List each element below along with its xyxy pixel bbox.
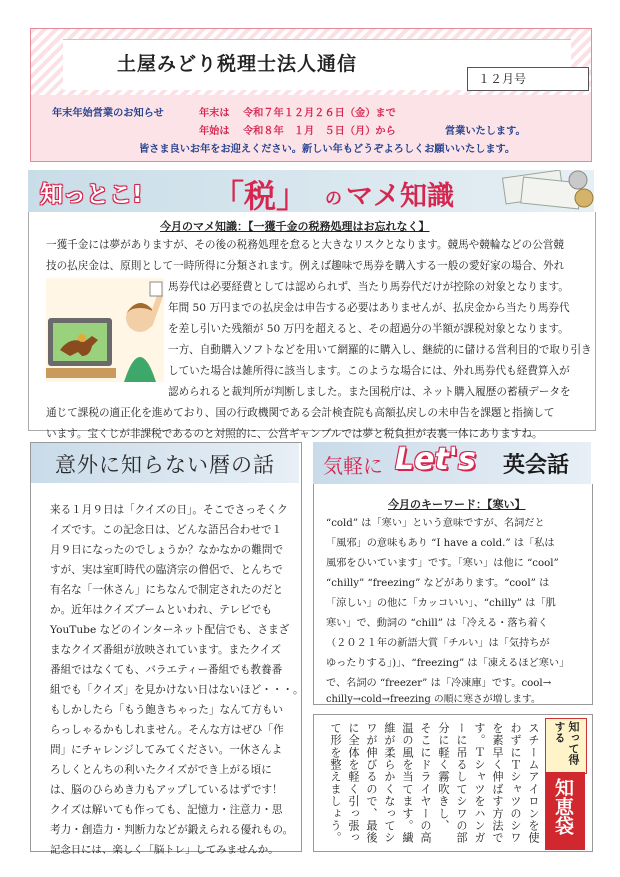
eng-line-4: “chilly” “freezing” などがあります。“cool” は [326, 578, 550, 589]
eng-line-6: 寒い」で、動詞の “chill” は「冷える・落ち着く [326, 618, 549, 629]
cal-line-2: イズです。この記念日は、どんな語呂合わせで１ [50, 524, 283, 536]
tips-badge-top-text: 知って得する [553, 721, 580, 765]
tips-col-3: を素早く伸ばす方法で [491, 722, 504, 844]
cal-line-3: 月９日になったのでしょうか？なかなかの難問で [50, 544, 284, 556]
tax-line-1: 一獲千金には夢がありますが、その後の税務処理を怠ると大きなリスクとなります。競馬や競輪などの公営競 [46, 239, 565, 251]
holiday-notice [31, 95, 591, 161]
open-text: 営業いたします。 [445, 126, 526, 137]
tips-col-11: に全体を軽く引っ張っ [347, 722, 360, 844]
english-keyword-heading: 今月のキーワード：【寒い】 [388, 498, 526, 511]
tax-line-10: います。宝くじが非課税であるのと対照的に、公営ギャンブルでは夢と税負担が表裏一体にありますね。 [46, 428, 543, 440]
tips-col-8: 温の風を当てます。繊 [401, 722, 414, 844]
eng-line-7: （２０２１年の新語大賞「チルい」は「気持ちが [326, 638, 550, 649]
tax-line-2: 技の払戻金は、原則として一時所得に分類されます。例えば趣味で馬券を購入する一般の愛好家の場合、外れ [46, 260, 565, 272]
cal-line-6: か。近年はクイズブームといわれ、テレビでも [50, 604, 272, 616]
tips-col-9: 維が柔らかくなってシ [383, 722, 396, 844]
tips-badge-top [545, 718, 587, 774]
cal-line-11: もしかしたら「もう飽きちゃった」なんて方もい [50, 704, 284, 716]
banner-no: の [325, 189, 342, 209]
tax-line-4: 年間 50 万円までの払戻金は申告する必要はありませんが、払戻金から当たり馬券代 [168, 302, 570, 314]
horse-race-tv-illustration [46, 278, 164, 382]
year-end-date: 令和７年１２月２６日（金）まで [243, 108, 396, 119]
cal-line-8: まなクイズ番組が放映されています。またクイズ [50, 644, 281, 656]
tips-col-5: ーに吊るしてシワの部 [455, 722, 468, 844]
newsletter-title: 土屋みどり税理士法人通信 [117, 53, 358, 75]
new-year-greeting: 皆さま良いお年をお迎えください。新しい年もどうぞよろしくお願いいたします。 [139, 144, 516, 155]
eng-line-2: 「風邪」の意味もあり “I have a cold.” は「私は [326, 538, 555, 549]
cal-line-10: 組でも「クイズ」を見かけない日はないほど・・・。 [50, 684, 304, 696]
newsletter-header [30, 28, 592, 162]
tax-section-banner [28, 170, 594, 212]
issue-month: １２月号 [478, 72, 527, 86]
tips-badge-bottom [545, 772, 585, 850]
banner-shiittoko: 知っとこ! [40, 182, 143, 208]
eng-line-8: ゆったりする」)」、“freezing” は「凍えるほど寒い」 [326, 658, 570, 669]
cal-line-7: YouTube などのインターネット配信でも、さまざ [50, 624, 290, 636]
tips-col-6: 分に軽く霧吹きし、 [437, 722, 450, 832]
tips-badge-bottom-text: 知恵袋 [552, 778, 574, 835]
tips-col-10: ワが伸びるので、最後 [365, 722, 378, 844]
calendar-banner [31, 443, 299, 483]
tips-col-7: そこにドライヤーの高 [419, 722, 432, 844]
english-banner-eikaiwa: 英会話 [503, 453, 570, 478]
tips-col-4: す。Ｔシャツをハンガ [473, 722, 486, 844]
tax-line-7: していた場合は雑所得に該当します。このような場合には、外れ馬券代も経費算入が [168, 365, 570, 377]
cal-line-18: 記念日には、楽しく「脳トレ」してみませんか。 [50, 844, 279, 856]
eng-line-1: “cold” は「寒い」という意味ですが、名詞だと [326, 518, 545, 529]
year-start-date: 令和８年 １月 ５日（月）から [243, 126, 396, 137]
tips-col-12: て形を整えましょう。 [329, 722, 342, 844]
cal-line-12: らっしゃるかもしれません。そんな方はぜひ「作 [50, 724, 284, 736]
coins-bills-icon [498, 170, 594, 212]
calendar-banner-title: 意外に知らない暦の話 [55, 453, 275, 477]
eng-line-10: chilly→cold→freezing の順に寒さが増します。 [326, 694, 541, 705]
cal-line-13: 問」にチャレンジしてみてください。一休さんよ [50, 744, 283, 756]
eng-line-9: で、名詞の “freezer” は「冷凍庫」です。cool→ [326, 678, 552, 689]
tax-line-5: を差し引いた残額が 50 万円を超えると、その超過分の半額が課税対象となります。 [168, 323, 569, 335]
cal-line-5: 有名な「一休さん」にちなんで制定されたのだと [50, 584, 284, 596]
year-end-label: 年末は [199, 108, 230, 119]
year-start-label: 年始は [199, 126, 230, 137]
cal-line-17: 考力・創造力・判断力などが鍛えられる優れもの。 [50, 824, 294, 836]
cal-line-15: は、脳のひらめき力もアップしているはずです！ [50, 784, 283, 796]
tax-line-9: 通じて課税の適正化を進めており、国の行政機関である会計検査院も高額払戻しの未申告を課題と指摘して [46, 407, 555, 419]
cal-line-1: 来る１月９日は「クイズの日」。そこでさっそくク [50, 504, 288, 516]
cal-line-9: 番組ではなくても、バラエティー番組でも教養番 [50, 664, 283, 676]
english-banner [313, 442, 591, 484]
tax-line-6: 一方、自動購入ソフトなどを用いて網羅的に購入し、継続的に儲ける営利目的で取り引き [168, 344, 592, 356]
notice-title: 年末年始営業のお知らせ [52, 108, 164, 119]
tips-col-1: スチームアイロンを使 [527, 722, 540, 844]
tax-line-8: 認められると裁判所が判断しました。また国税庁は、ネット購入履歴の蓄積データを [168, 386, 571, 398]
banner-tax-word: 「税」 [212, 177, 309, 212]
english-banner-lets: Let's [395, 442, 476, 477]
cal-line-14: ろしくとんちの利いたクイズができ上がる頃に [50, 764, 272, 776]
eng-line-3: 風邪をひいています」です。「寒い」は他に “cool” [326, 558, 559, 569]
tax-line-3: 馬券代は必要経費としては認められず、当たり馬券代だけが控除の対象となります。 [168, 281, 569, 293]
tax-article-heading: 今月のマメ知識：【一獲千金の税務処理はお忘れなく】 [160, 220, 430, 233]
cal-line-16: クイズは解いても作っても、記憶力・注意力・思 [50, 804, 283, 816]
eng-line-5: 「涼しい」の他に「カッコいい」、“chilly” は「肌 [326, 598, 556, 609]
cal-line-4: すが、実は室町時代の臨済宗の僧侶で、とんちで [50, 564, 283, 576]
english-banner-kigaruni: 気軽に [323, 454, 383, 478]
tips-col-2: わずにＴシャツのシワ [509, 722, 522, 844]
banner-mame-chishiki: マメ知識 [346, 181, 454, 212]
